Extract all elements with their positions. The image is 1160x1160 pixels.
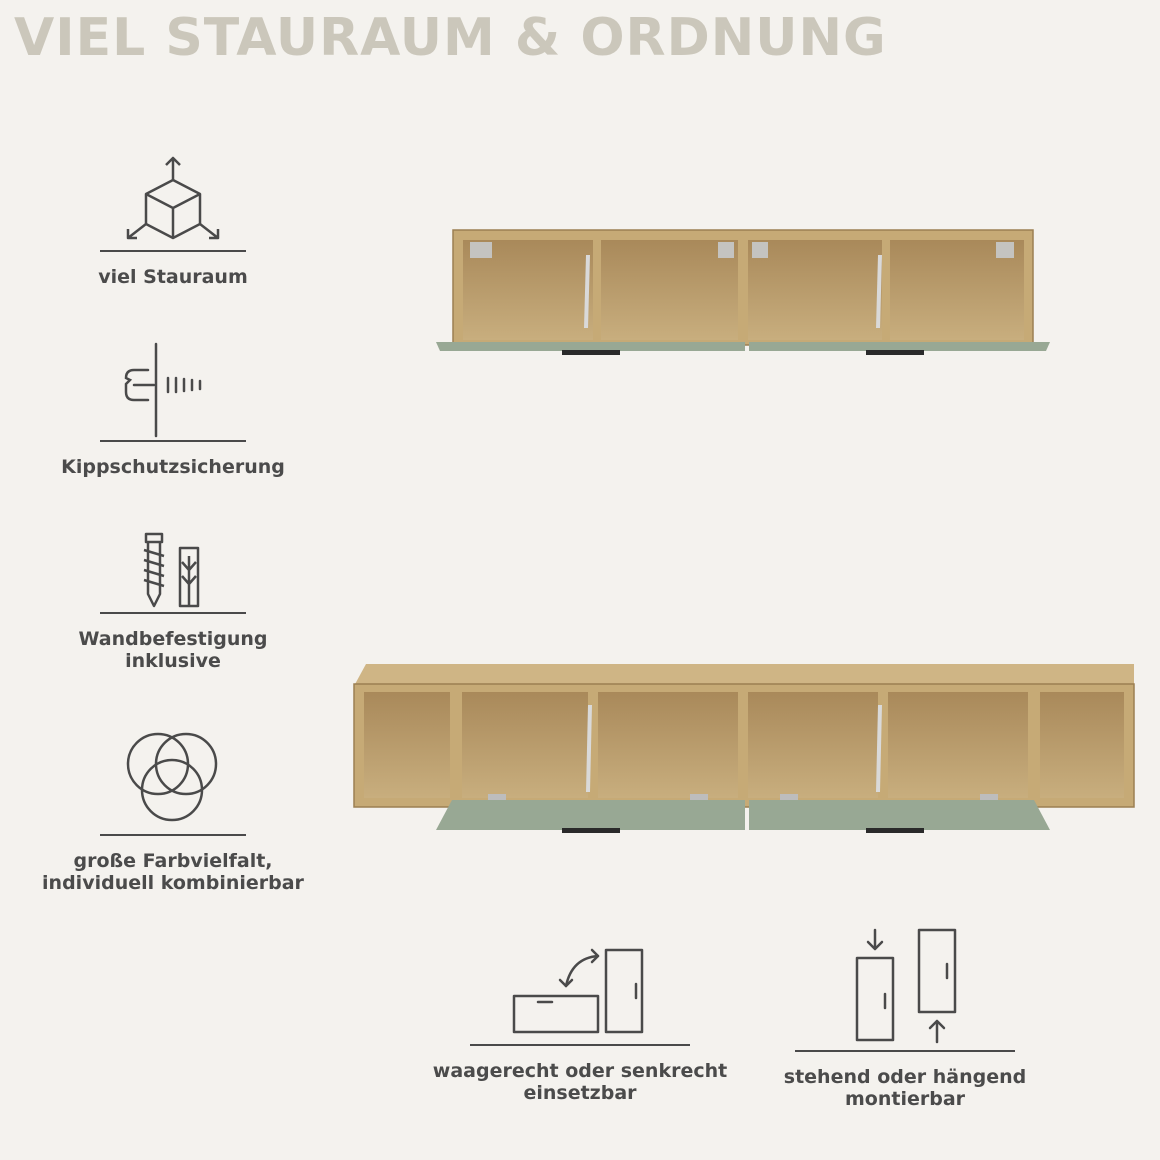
wall-cabinet-upper (436, 230, 1050, 355)
feature-label: stehend oder hängend montierbar (783, 1066, 1027, 1110)
rotate-orientation-icon (500, 944, 660, 1040)
page-title: VIEL STAURAUM & ORDNUNG (14, 8, 887, 68)
feature-orientation (420, 944, 740, 1104)
feature-label: waagerecht oder senkrecht einsetzbar (432, 1060, 728, 1104)
wall-cabinet-lower (354, 664, 1134, 833)
feature-label: viel Stauraum (98, 266, 248, 288)
feature-label: Kippschutzsicherung (61, 456, 285, 478)
feature-divider (470, 1044, 690, 1046)
feature-divider (795, 1050, 1015, 1052)
standing-hanging-icon (835, 924, 975, 1046)
feature-mounting (745, 924, 1065, 1110)
feature-label: große Farbvielfalt, individuell kombinierbar (42, 850, 304, 894)
feature-label: Wandbefestigung inklusive (78, 628, 268, 672)
